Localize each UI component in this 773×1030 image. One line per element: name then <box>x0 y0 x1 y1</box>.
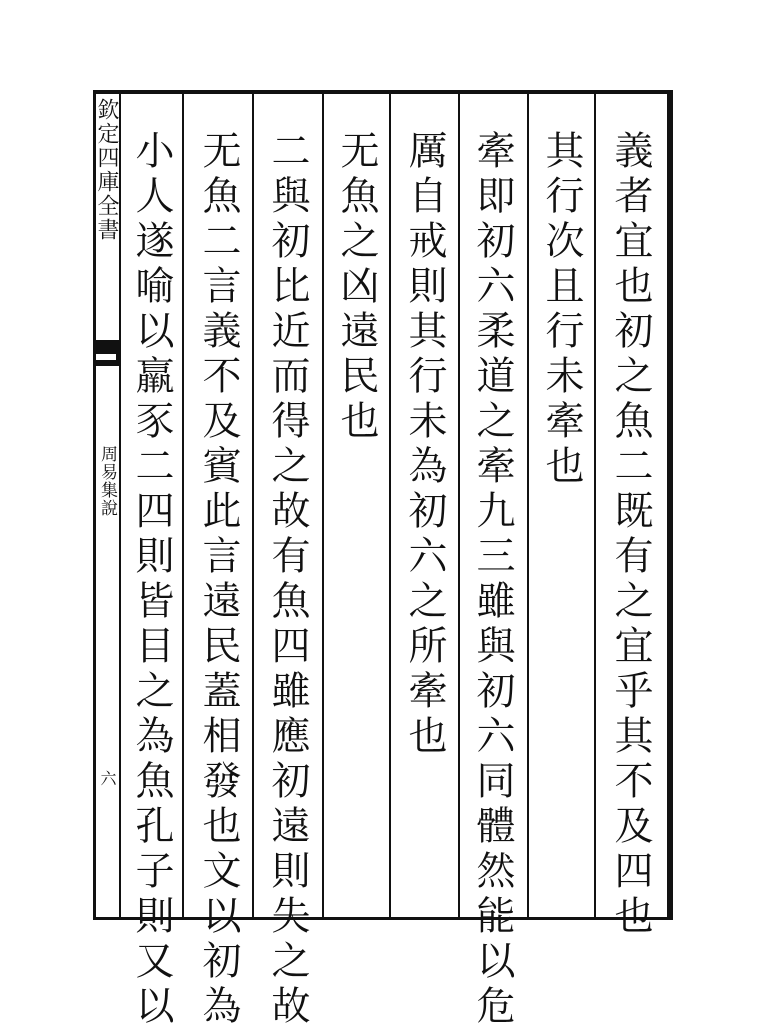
text-column-4: 厲自戒則其行未為初六之所牽也 <box>402 130 447 760</box>
text-column-2: 其行次且行未牽也 <box>539 130 584 490</box>
text-column-5: 无魚之凶遠民也 <box>334 130 379 445</box>
frame-bottom-rule <box>93 917 673 920</box>
text-column-8: 小人遂喻以羸豕二四則皆目之為魚孔子則又以 <box>129 130 174 1030</box>
text-column-3: 牽即初六柔道之牽九三雖與初六同體然能以危 <box>470 130 515 1030</box>
fishtail-mark <box>93 340 119 366</box>
column-divider <box>182 90 184 920</box>
text-column-7: 无魚二言義不及賓此言遠民蓋相發也文以初為 <box>196 130 241 1030</box>
column-divider <box>458 90 460 920</box>
frame-top-rule <box>93 90 673 94</box>
page-frame <box>93 90 673 1030</box>
frame-right-rule <box>667 90 673 920</box>
column-divider <box>594 90 596 920</box>
page-number: 六 <box>98 770 117 786</box>
column-divider <box>322 90 324 920</box>
column-divider <box>527 90 529 920</box>
column-divider <box>389 90 391 920</box>
book-title: 周易集說 <box>97 445 117 517</box>
banxin <box>93 90 119 920</box>
column-divider <box>252 90 254 920</box>
text-column-6: 二與初比近而得之故有魚四雖應初遠則失之故 <box>265 130 310 1030</box>
collection-title: 欽定四庫全書 <box>94 98 119 242</box>
banxin-divider <box>119 90 121 920</box>
text-column-1: 義者宜也初之魚二既有之宜乎其不及四也 <box>608 130 653 940</box>
